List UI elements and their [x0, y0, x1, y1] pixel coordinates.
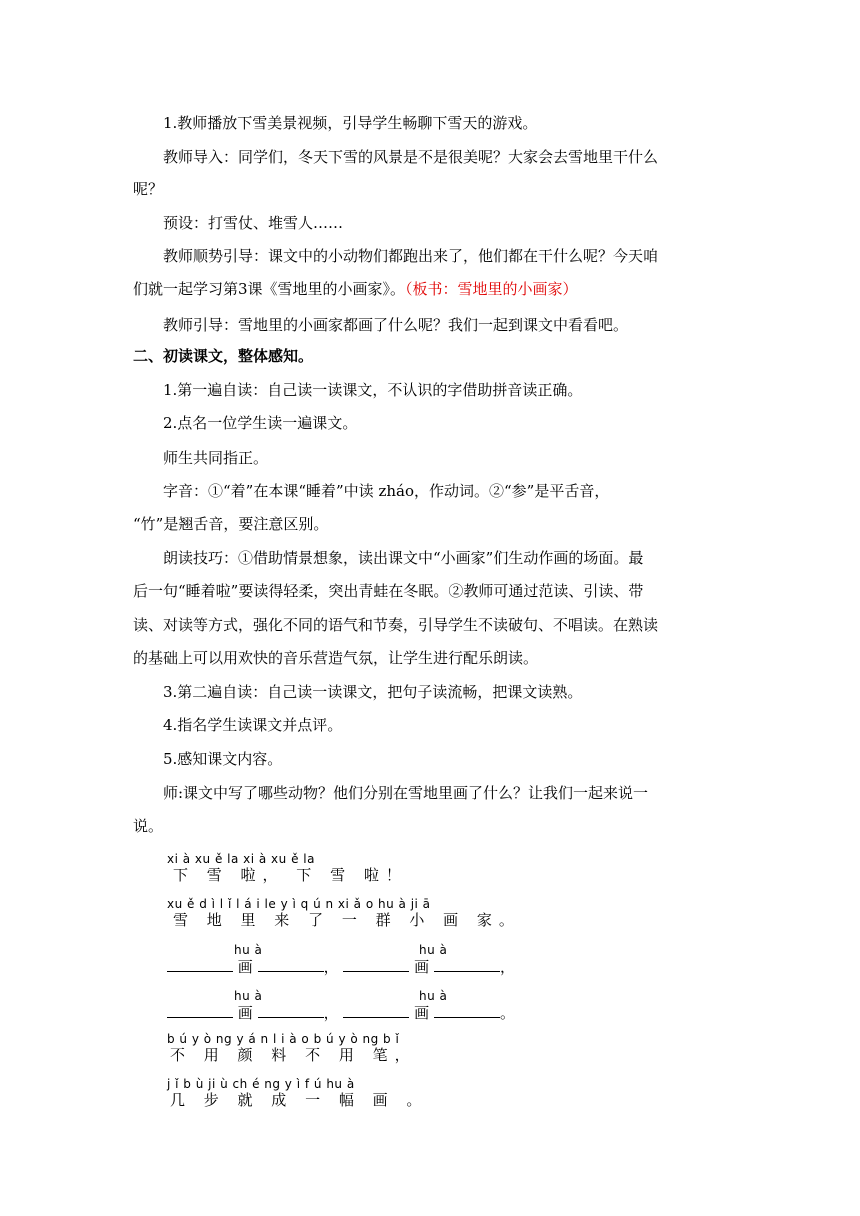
paragraph: 教师顺势引导：课文中的小动物们都跑出来了，他们都在干什么呢？今天咱 — [163, 247, 659, 265]
blank-field[interactable] — [343, 959, 409, 972]
paragraph: 1.第一遍自读：自己读一读课文，不认识的字借助拼音读正确。 — [163, 381, 583, 399]
poem-line: 几 步 就 成 一 幅 画 。 — [170, 1091, 429, 1109]
fill-in-line — [167, 1004, 515, 1022]
paragraph: 预设：打雪仗、堆雪人…… — [163, 214, 344, 232]
pinyin-line: xi à xu ě la xi à xu ě la — [167, 852, 315, 866]
comma: ， — [323, 958, 339, 976]
paragraph: 1.教师播放下雪美景视频，引导学生畅聊下雪天的游戏。 — [163, 114, 538, 132]
paragraph: 师生共同指正。 — [163, 449, 269, 467]
paragraph: 2.点名一位学生读一遍课文。 — [163, 414, 358, 432]
pinyin-line: xu ě d ì l ǐ l á i le y ì q ú n xi ǎ o hu à ji ā — [167, 897, 431, 911]
paragraph: 说。 — [133, 817, 164, 835]
paragraph: 呢？ — [133, 180, 164, 198]
paragraph: 的基础上可以用欢快的音乐营造气氛，让学生进行配乐朗读。 — [133, 649, 539, 667]
hua-character: 画 — [414, 1004, 430, 1022]
blank-field[interactable] — [258, 959, 324, 972]
comma: ， — [323, 1004, 339, 1022]
pinyin-hua: hu à — [234, 989, 263, 1003]
hua-character: 画 — [414, 958, 430, 976]
pinyin-hua: hu à — [234, 943, 263, 957]
paragraph: 师:课文中写了哪些动物？他们分别在雪地里画了什么？让我们一起来说一 — [163, 784, 649, 802]
hua-character: 画 — [237, 958, 253, 976]
hua-character: 画 — [237, 1004, 253, 1022]
blackboard-note: （板书：雪地里的小画家） — [405, 280, 578, 298]
paragraph — [133, 280, 735, 298]
paragraph: 教师引导：雪地里的小画家都画了什么呢？我们一起到课文中看看吧。 — [163, 316, 629, 334]
paragraph: 教师导入：同学们，冬天下雪的风景是不是很美呢？大家会去雪地里干什么 — [163, 148, 659, 166]
comma: ， — [499, 958, 515, 976]
blank-field[interactable] — [167, 959, 233, 972]
pinyin-hua: hu à — [419, 989, 448, 1003]
poem-line: 不 用 颜 料 不 用 笔， — [170, 1046, 417, 1064]
blank-field[interactable] — [343, 1005, 409, 1018]
period: 。 — [499, 1004, 515, 1022]
pinyin-line: b ú y ò ng y á n l i à o b ú y ò ng b ǐ — [167, 1032, 400, 1046]
poem-line: 下 雪 啦， 下 雪 啦！ — [173, 866, 408, 884]
poem-line: 雪 地 里 来 了 一 群 小 画 家。 — [173, 911, 521, 929]
section-heading: 二、初读课文，整体感知。 — [133, 347, 314, 365]
blank-field[interactable] — [434, 1005, 500, 1018]
paragraph: 3.第二遍自读：自己读一读课文，把句子读流畅，把课文读熟。 — [163, 683, 583, 701]
paragraph: 4.指名学生读课文并点评。 — [163, 716, 343, 734]
paragraph: 字音：①“着”在本课“睡着”中读 zháo，作动词。②“参”是平舌音， — [163, 482, 610, 500]
paragraph: 读、对读等方式，强化不同的语气和节奏，引导学生不读破句、不唱读。在熟读 — [133, 616, 659, 634]
blank-field[interactable] — [167, 1005, 233, 1018]
blank-field[interactable] — [434, 959, 500, 972]
pinyin-line: j ǐ b ù ji ù ch é ng y ì f ú hu à — [167, 1077, 355, 1091]
paragraph: “竹”是翘舌音，要注意区别。 — [133, 515, 329, 533]
paragraph: 朗读技巧：①借助情景想象，读出课文中“小画家”们生动作画的场面。最 — [163, 549, 644, 567]
pinyin-hua: hu à — [419, 943, 448, 957]
paragraph: 5.感知课文内容。 — [163, 750, 283, 768]
blank-field[interactable] — [258, 1005, 324, 1018]
paragraph-text: 们就一起学习第3课《雪地里的小画家》。 — [133, 280, 406, 298]
fill-in-line — [167, 958, 515, 976]
paragraph: 后一句“睡着啦”要读得轻柔，突出青蛙在冬眠。②教师可通过范读、引读、带 — [133, 582, 644, 600]
